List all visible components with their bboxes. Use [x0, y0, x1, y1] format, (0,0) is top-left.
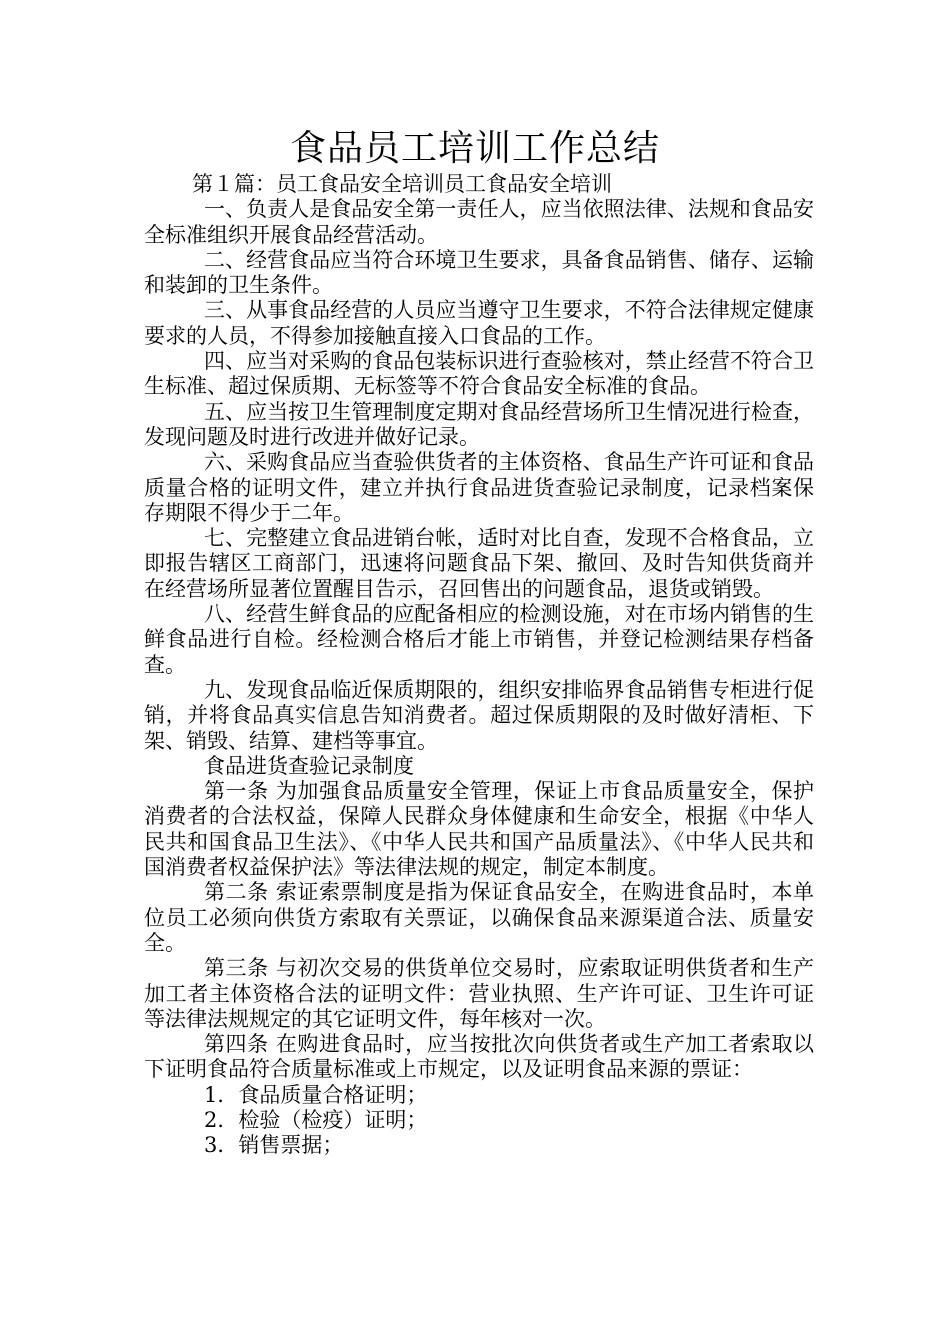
paragraph-7: 七、完整建立食品进销台帐，适时对比自查，发现不合格食品，立即报告辖区工商部门，迅速将问题食品下架、撤回、及时告知供货商并在经营场所显著位置醒目告示，召回售出的问题食品，退货或销毁。 — [144, 526, 814, 601]
paragraph-8: 八、经营生鲜食品的应配备相应的检测设施，对在市场内销售的生鲜食品进行自检。经检测合格后才能上市销售，并登记检测结果存档备查。 — [144, 602, 814, 677]
paragraph-1: 一、负责人是食品安全第一责任人，应当依照法律、法规和食品安全标准组织开展食品经营活动。 — [144, 197, 814, 247]
article-3: 第三条 与初次交易的供货单位交易时，应索取证明供货者和生产加工者主体资格合法的证明文件：营业执照、生产许可证、卫生许可证等法律法规规定的其它证明文件，每年核对一次。 — [144, 956, 814, 1031]
article-4: 第四条 在购进食品时，应当按批次向供货者或生产加工者索取以下证明食品符合质量标准或上市规定，以及证明食品来源的票证： — [144, 1032, 814, 1082]
document-body — [144, 172, 814, 1159]
paragraph-9: 九、发现食品临近保质期限的，组织安排临界食品销售专柜进行促销，并将食品真实信息告知消费者。超过保质期限的及时做好清柜、下架、销毁、结算、建档等事宜。 — [144, 677, 814, 753]
paragraph-3: 三、从事食品经营的人员应当遵守卫生要求，不符合法律规定健康要求的人员，不得参加接触直接入口食品的工作。 — [144, 298, 814, 348]
list-item-1: 1．食品质量合格证明； — [204, 1082, 428, 1107]
list-item-3: 3．销售票据； — [204, 1133, 344, 1158]
section-heading: 食品进货查验记录制度 — [204, 753, 414, 778]
document-subtitle: 第１篇：员工食品安全培训员工食品安全培训 — [192, 172, 612, 196]
paragraph-6: 六、采购食品应当查验供货者的主体资格、食品生产许可证和食品质量合格的证明文件，建立并执行食品进货查验记录制度，记录档案保存期限不得少于二年。 — [144, 450, 814, 525]
paragraph-5: 五、应当按卫生管理制度定期对食品经营场所卫生情况进行检查，发现问题及时进行改进并做好记录。 — [144, 399, 814, 449]
article-2: 第二条 索证索票制度是指为保证食品安全，在购进食品时，本单位员工必须向供货方索取有关票证，以确保食品来源渠道合法、质量安全。 — [144, 880, 814, 955]
paragraph-4: 四、应当对采购的食品包装标识进行查验核对，禁止经营不符合卫生标准、超过保质期、无标签等不符合食品安全标准的食品。 — [144, 349, 814, 399]
article-1: 第一条 为加强食品质量安全管理，保证上市食品质量安全，保护消费者的合法权益，保障人民群众身体健康和生命安全，根据《中华人民共和国食品卫生法》、《中华人民共和国产品质量法》、《中华人民共和国消费者权益保护法》等法律法规的规定，制定本制度。 — [144, 779, 814, 880]
document-title: 食品员工培训工作总结 — [289, 128, 660, 169]
paragraph-2: 二、经营食品应当符合环境卫生要求，具备食品销售、储存、运输和装卸的卫生条件。 — [144, 247, 814, 298]
list-item-2: 2．检验（检疫）证明； — [204, 1107, 428, 1132]
